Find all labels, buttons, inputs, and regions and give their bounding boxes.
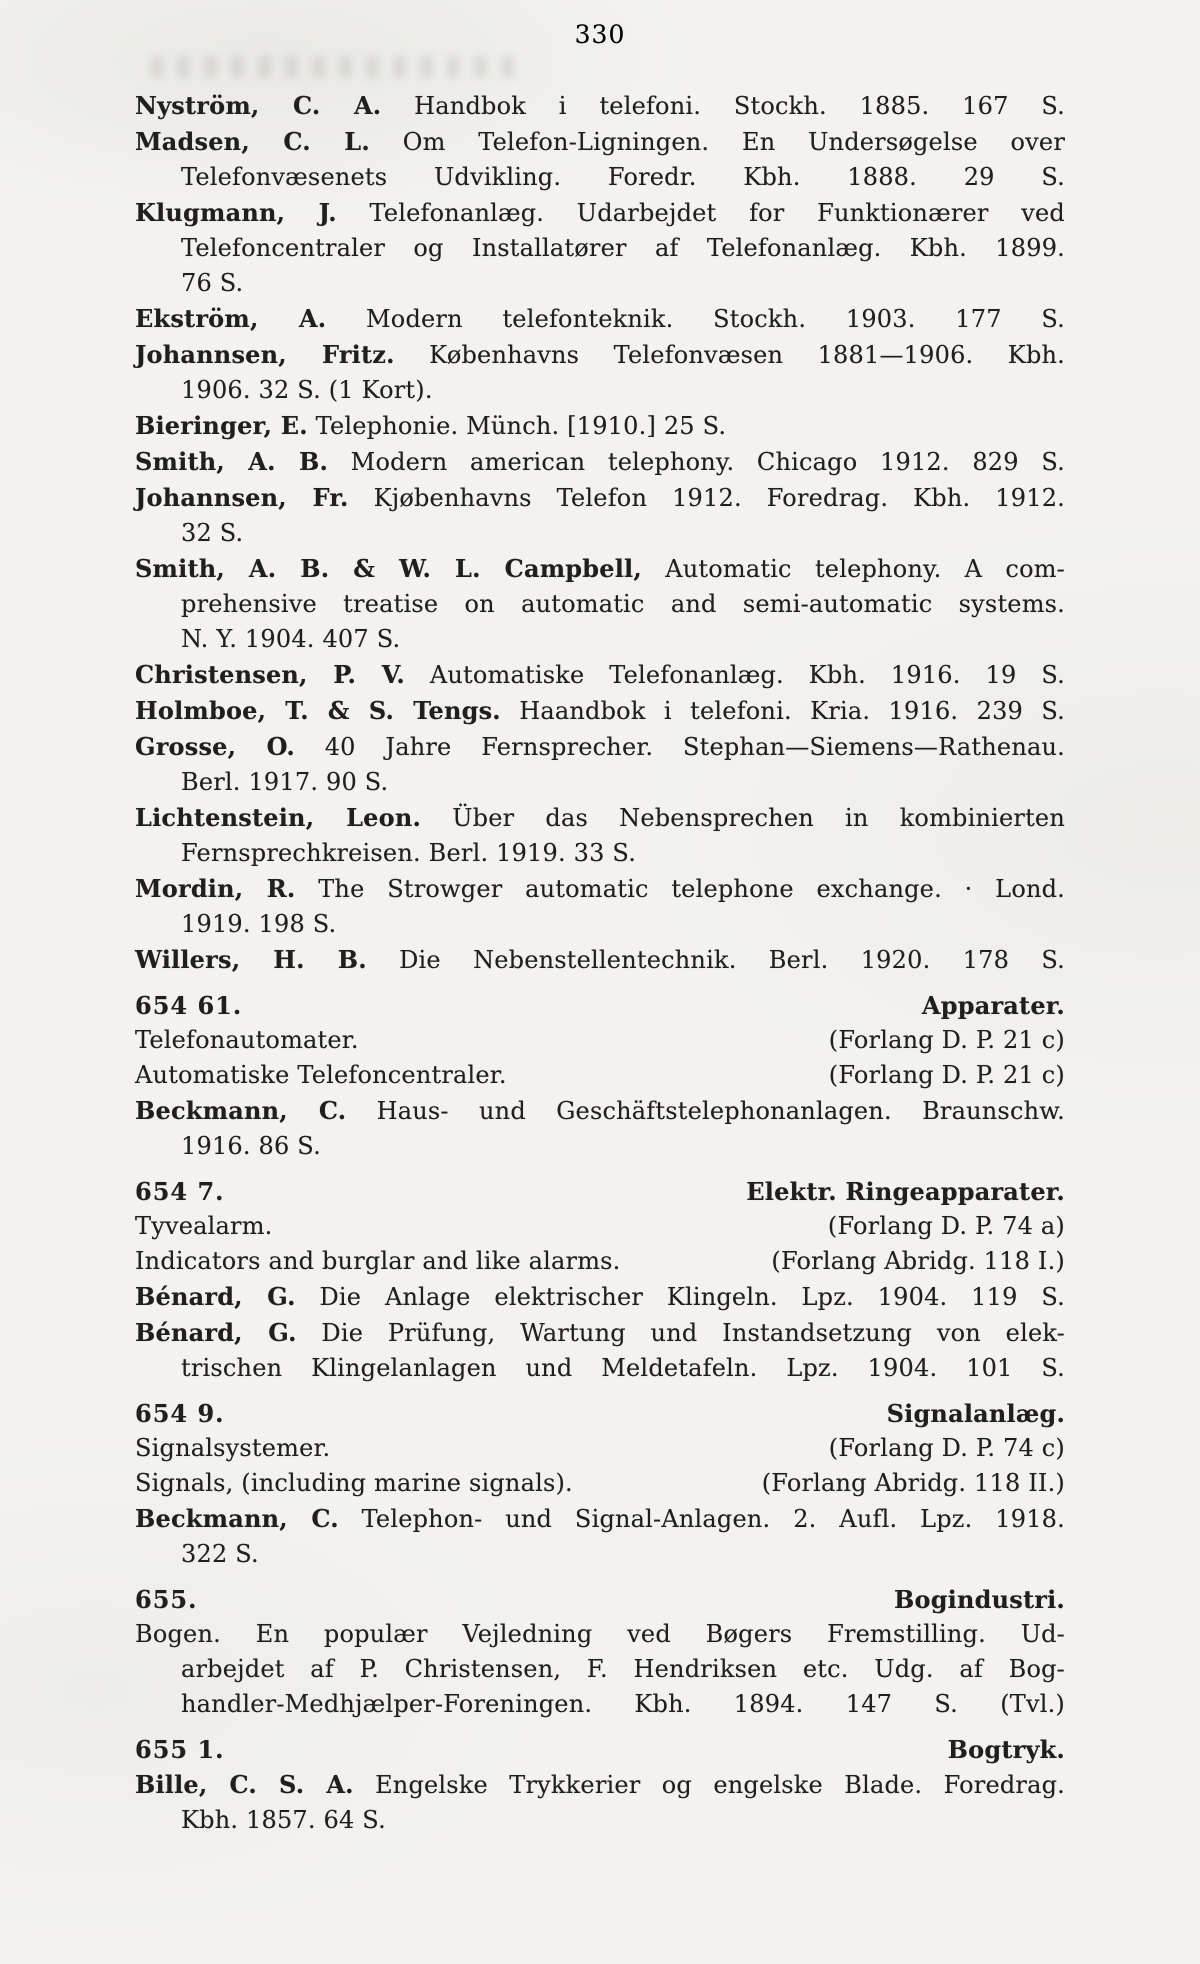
entry-line [135,195,1065,231]
forlang-reference: (Forlang Abridg. 118 I.) [771,1247,1065,1275]
continuation-line [135,160,1065,195]
continuation-line [135,266,1065,301]
entry-line [135,657,1065,693]
entry-text: Telefonvæsenets Udvikling. Foredr. Kbh. 1888. 29 S. [181,163,1065,191]
author-name: Grosse, O. [135,732,295,761]
entry-text: Om Telefon-Ligningen. En Undersøgelse over [402,128,1065,156]
entry-text: Engelske Trykkerier og engelske Blade. Foredrag. [375,1771,1065,1799]
class-number: 654 7. [135,1177,225,1206]
entry-text: handler-Medhjælper-Foreningen. Kbh. 1894. 147 S. (Tvl.) [181,1690,1065,1718]
section-heading [135,1582,1065,1617]
entry-text: Telephonie. Münch. [1910.] 25 S. [315,412,727,440]
entry-text: Haandbok i telefoni. Kria. 1916. 239 S. [519,697,1065,725]
item-label: Signalsystemer. [135,1434,331,1462]
entry-line [135,1315,1065,1351]
entry-text: Automatic telephony. A com- [665,555,1065,583]
continuation-line [135,1129,1065,1164]
author-name: Smith, A. B. & W. L. Campbell, [135,554,642,583]
entry-line [135,337,1065,373]
entry-text: Telephon- und Signal-Anlagen. 2. Aufl. Lpz. 1918. [361,1505,1065,1533]
continuation-line [135,1803,1065,1838]
tab-line [135,1209,1065,1244]
subject-heading: Bogindustri. [894,1585,1065,1614]
entry-text: Kbh. 1857. 64 S. [181,1806,386,1834]
item-label: Automatiske Telefoncentraler. [135,1061,507,1089]
entry-text: Bogen. En populær Vejledning ved Bøgers Fremstilling. Ud- [135,1620,1065,1648]
bleedthrough-smudge [150,56,520,78]
author-name: Johannsen, Fritz. [135,340,395,369]
forlang-reference: (Forlang D. P. 74 c) [828,1434,1065,1462]
entry-text: Die Prüfung, Wartung und Instandsetzung von elek- [321,1319,1065,1347]
entry-line [135,408,1065,444]
author-name: Bieringer, E. [135,411,308,440]
entry-text: Die Nebenstellentechnik. Berl. 1920. 178 S. [399,946,1065,974]
entry-text: Handbok i telefoni. Stockh. 1885. 167 S. [414,92,1065,120]
entry-line [135,1767,1065,1803]
entry-line [135,1617,1065,1652]
continuation-line [135,516,1065,551]
subject-heading: Bogtryk. [947,1735,1065,1764]
author-name: Beckmann, C. [135,1504,339,1533]
entry-text: Fernsprechkreisen. Berl. 1919. 33 S. [181,839,637,867]
author-name: Nyström, C. A. [135,91,382,120]
tab-line [135,1244,1065,1279]
entry-text: 1916. 86 S. [181,1132,321,1160]
entry-line [135,1501,1065,1537]
class-number: 655. [135,1585,198,1614]
item-label: Signals, (including marine signals). [135,1469,573,1497]
continuation-line [135,373,1065,408]
forlang-reference: (Forlang Abridg. 118 II.) [761,1469,1065,1497]
section-heading [135,988,1065,1023]
entry-line [135,871,1065,907]
entry-line [135,444,1065,480]
author-name: Holmboe, T. & S. Tengs. [135,696,501,725]
forlang-reference: (Forlang D. P. 21 c) [828,1061,1065,1089]
entry-text: Berl. 1917. 90 S. [181,768,389,796]
entry-line [135,551,1065,587]
entry-text: Københavns Telefonvæsen 1881—1906. Kbh. [429,341,1065,369]
entry-text: 76 S. [181,269,244,297]
author-name: Madsen, C. L. [135,127,370,156]
entry-text: 40 Jahre Fernsprecher. Stephan—Siemens—Rathenau. [324,733,1065,761]
forlang-reference: (Forlang D. P. 74 a) [827,1212,1065,1240]
entry-text: Automatiske Telefonanlæg. Kbh. 1916. 19 S. [429,661,1065,689]
author-name: Christensen, P. V. [135,660,405,689]
item-label: Tyvealarm. [135,1212,273,1240]
continuation-line [135,1652,1065,1687]
entry-line [135,800,1065,836]
entry-line [135,1279,1065,1315]
entry-text: 1919. 198 S. [181,910,337,938]
author-name: Beckmann, C. [135,1096,347,1125]
entry-text: Telefonanlæg. Udarbejdet for Funktionærer ved [369,199,1065,227]
continuation-line [135,1687,1065,1722]
subject-heading: Apparater. [921,991,1065,1020]
entry-text: Über das Nebensprechen in kombinierten [452,804,1065,832]
entry-text: Kjøbenhavns Telefon 1912. Foredrag. Kbh. 1912. [373,484,1065,512]
entry-line [135,480,1065,516]
entry-line [135,693,1065,729]
author-name: Bénard, G. [135,1282,296,1311]
continuation-line [135,587,1065,622]
item-label: Telefonautomater. [135,1026,359,1054]
author-name: Ekström, A. [135,304,327,333]
page-number: 330 [574,20,626,49]
entry-line [135,301,1065,337]
continuation-line [135,907,1065,942]
entry-text: Modern american telephony. Chicago 1912. 829 S. [350,448,1065,476]
tab-line [135,1466,1065,1501]
entry-line [135,88,1065,124]
continuation-line [135,231,1065,266]
section-heading [135,1732,1065,1767]
entry-line [135,729,1065,765]
author-name: Johannsen, Fr. [135,483,349,512]
tab-line [135,1431,1065,1466]
entry-text: 32 S. [181,519,244,547]
entry-text: The Strowger automatic telephone exchange. · Lond. [318,875,1066,903]
author-name: Klugmann, J. [135,198,337,227]
entry-text: 1906. 32 S. (1 Kort). [181,376,433,404]
entry-text: trischen Klingelanlagen und Meldetafeln. Lpz. 1904. 101 S. [181,1354,1065,1382]
entry-text: 322 S. [181,1540,259,1568]
continuation-line [135,765,1065,800]
continuation-line [135,1351,1065,1386]
entry-text: N. Y. 1904. 407 S. [181,625,401,653]
author-name: Lichtenstein, Leon. [135,803,422,832]
text-block [135,88,1065,1838]
tab-line [135,1023,1065,1058]
subject-heading: Signalanlæg. [886,1399,1065,1428]
forlang-reference: (Forlang D. P. 21 c) [828,1026,1065,1054]
continuation-line [135,1537,1065,1572]
author-name: Mordin, R. [135,874,296,903]
entry-text: arbejdet af P. Christensen, F. Hendriksen etc. Udg. af Bog- [181,1655,1065,1683]
author-name: Smith, A. B. [135,447,329,476]
author-name: Bénard, G. [135,1318,297,1347]
tab-line [135,1058,1065,1093]
entry-line [135,124,1065,160]
item-label: Indicators and burglar and like alarms. [135,1247,621,1275]
continuation-line [135,836,1065,871]
author-name: Bille, C. S. A. [135,1770,354,1799]
author-name: Willers, H. B. [135,945,367,974]
continuation-line [135,622,1065,657]
entry-text: Haus- und Geschäftstelephonanlagen. Braunschw. [376,1097,1065,1125]
entry-line [135,942,1065,978]
class-number: 655 1. [135,1735,225,1764]
class-number: 654 61. [135,991,243,1020]
entry-text: Telefoncentraler og Installatører af Telefonanlæg. Kbh. 1899. [181,234,1065,262]
subject-heading: Elektr. Ringeapparater. [746,1177,1065,1206]
entry-text: Modern telefonteknik. Stockh. 1903. 177 S. [366,305,1065,333]
section-heading [135,1396,1065,1431]
entry-line [135,1093,1065,1129]
entry-text: prehensive treatise on automatic and semi-automatic systems. [181,590,1065,618]
class-number: 654 9. [135,1399,225,1428]
section-heading [135,1174,1065,1209]
entry-text: Die Anlage elektrischer Klingeln. Lpz. 1904. 119 S. [319,1283,1065,1311]
